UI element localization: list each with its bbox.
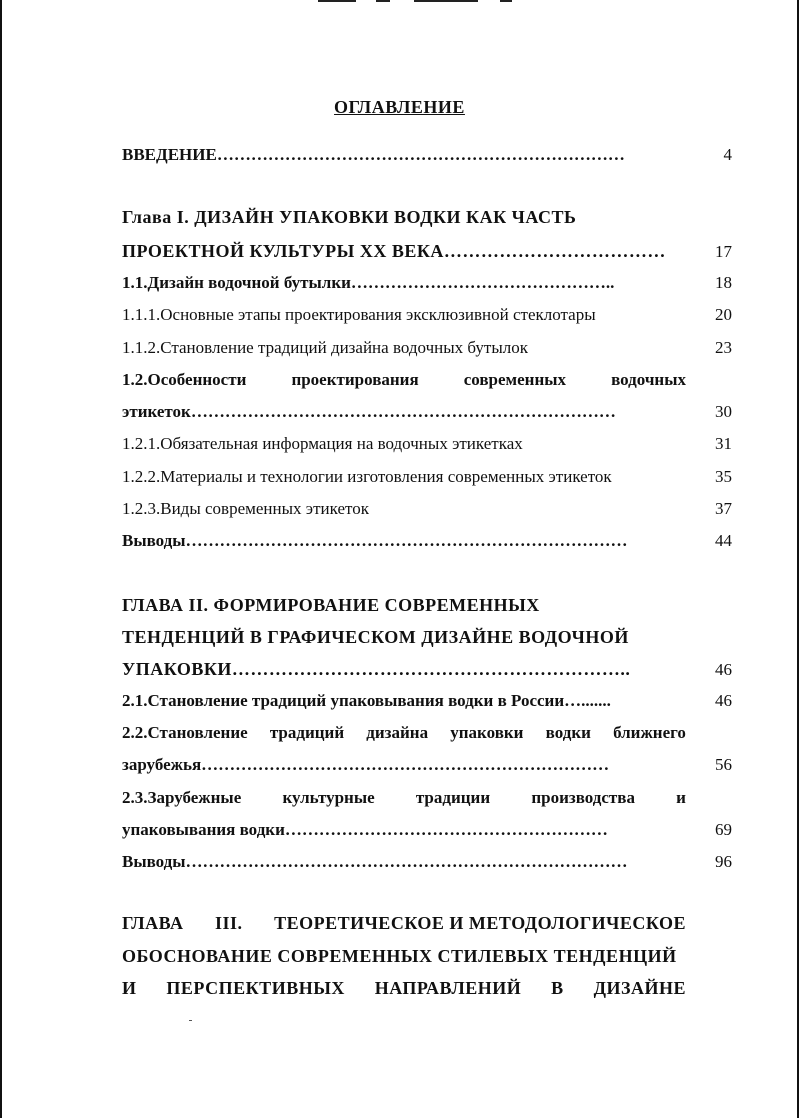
entry-text: зарубежья……………………………………………………………… <box>122 755 610 774</box>
word: культурные <box>282 788 375 807</box>
scan-edge-mark <box>318 0 356 2</box>
chapter-1-heading-line1: Глава I. ДИЗАЙН УПАКОВКИ ВОДКИ КАК ЧАСТЬ <box>122 207 577 227</box>
toc-entry-conclusions-1[interactable] <box>122 530 732 552</box>
entry-text: 2.1.Становление традиций упаковывания водки в России…....... <box>122 691 611 710</box>
word: ПЕРСПЕКТИВНЫХ <box>166 978 345 998</box>
page-number: 17 <box>715 242 732 261</box>
toc-entry-chapter-2[interactable] <box>122 658 732 681</box>
entry-text: ПРОЕКТНОЙ КУЛЬТУРЫ XX ВЕКА……………………………… <box>122 241 666 261</box>
page-number: 56 <box>715 755 732 774</box>
word: водочных <box>611 370 686 389</box>
word: проектирования <box>291 370 419 389</box>
word: III. <box>215 913 243 933</box>
toc-entry-2-2[interactable] <box>122 754 732 776</box>
word: ближнего <box>613 723 686 742</box>
toc-entry-1-2-1[interactable] <box>122 433 732 455</box>
chapter-2-heading-line1: ГЛАВА II. ФОРМИРОВАНИЕ СОВРЕМЕННЫХ <box>122 595 540 615</box>
toc-entry-1-1-2[interactable] <box>122 337 732 359</box>
word: ГЛАВА <box>122 913 184 933</box>
toc-entry-conclusions-2[interactable] <box>122 851 732 873</box>
page-number: 30 <box>715 402 732 421</box>
entry-text: 1.2.2.Материалы и технологии изготовления современных этикеток <box>122 467 612 486</box>
toc-entry-1-1-1[interactable] <box>122 304 732 326</box>
toc-entry-introduction[interactable] <box>122 144 732 166</box>
page-number: 69 <box>715 820 732 839</box>
toc-entry-2-2-line1[interactable] <box>122 722 732 744</box>
chapter-2-heading-line2: ТЕНДЕНЦИЙ В ГРАФИЧЕСКОМ ДИЗАЙНЕ ВОДОЧНОЙ <box>122 627 629 647</box>
word: современных <box>463 370 567 389</box>
entry-text: 1.2.1.Обязательная информация на водочных этикетках <box>122 434 523 453</box>
page-number: 35 <box>715 467 732 486</box>
entry-text: этикеток………………………………………………………………… <box>122 402 616 421</box>
page-number: 18 <box>715 273 732 292</box>
entry-text: ВВЕДЕНИЕ……………………………………………………………… <box>122 145 625 164</box>
word: традиций <box>269 723 345 742</box>
word: 2.2.Становление <box>122 723 248 742</box>
word: 2.3.Зарубежные <box>122 788 242 807</box>
chapter-3-heading-line2: ОБОСНОВАНИЕ СОВРЕМЕННЫХ СТИЛЕВЫХ ТЕНДЕНЦИЙ <box>122 946 677 966</box>
toc-entry-chapter-1[interactable] <box>122 240 732 263</box>
entry-text: 1.2.3.Виды современных этикеток <box>122 499 369 518</box>
word: В <box>551 978 564 998</box>
page-number: 46 <box>715 660 732 679</box>
entry-text: 1.1.1.Основные этапы проектирования эксклюзивной стеклотары <box>122 305 596 324</box>
chapter-3-heading-line1 <box>122 912 732 934</box>
page-number: 4 <box>723 145 732 164</box>
toc-entry-2-3[interactable] <box>122 819 732 841</box>
word: И <box>122 978 137 998</box>
entry-text: 1.1.Дизайн водочной бутылки……………………………………….. <box>122 273 615 292</box>
entry-text: упаковывания водки………………………………………………… <box>122 820 608 839</box>
entry-text: УПАКОВКИ……………………………………………………….. <box>122 659 631 679</box>
chapter-3-heading-line3 <box>122 977 732 999</box>
toc-entry-1-2[interactable] <box>122 401 732 423</box>
page-number: 46 <box>715 691 732 710</box>
scan-edge-mark <box>500 0 512 2</box>
scan-edge-mark <box>376 0 390 2</box>
toc-title: ОГЛАВЛЕНИЕ <box>334 97 465 117</box>
toc-entry-1-2-2[interactable] <box>122 466 732 488</box>
entry-text: 1.1.2.Становление традиций дизайна водочных бутылок <box>122 338 528 357</box>
word: ДИЗАЙНЕ <box>593 978 686 998</box>
entry-text: Выводы…………………………………………………………………… <box>122 531 628 550</box>
word: водки <box>545 723 591 742</box>
page-number: 31 <box>715 434 732 453</box>
scan-border-left <box>0 0 2 1118</box>
word: традиции <box>415 788 491 807</box>
scan-edge-mark <box>414 0 478 2</box>
word: НАПРАВЛЕНИЙ <box>374 978 522 998</box>
toc-entry-1-2-line1[interactable] <box>122 369 732 391</box>
word: ТЕОРЕТИЧЕСКОЕ И МЕТОДОЛОГИЧЕСКОЕ <box>274 913 686 933</box>
word: упаковки <box>450 723 524 742</box>
word: 1.2.Особенности <box>122 370 247 389</box>
toc-entry-1-1[interactable] <box>122 272 732 294</box>
page-number: 37 <box>715 499 732 518</box>
toc-entry-1-2-3[interactable] <box>122 498 732 520</box>
page-number: 23 <box>715 338 732 357</box>
entry-text: Выводы…………………………………………………………………… <box>122 852 628 871</box>
toc-entry-2-1[interactable] <box>122 690 732 712</box>
page-number: 20 <box>715 305 732 324</box>
word: производства <box>531 788 635 807</box>
page-number: 96 <box>715 852 732 871</box>
page-number: 44 <box>715 531 732 550</box>
word: и <box>676 788 686 807</box>
scan-speck <box>189 1020 192 1021</box>
toc-entry-2-3-line1[interactable] <box>122 787 732 809</box>
word: дизайна <box>366 723 429 742</box>
